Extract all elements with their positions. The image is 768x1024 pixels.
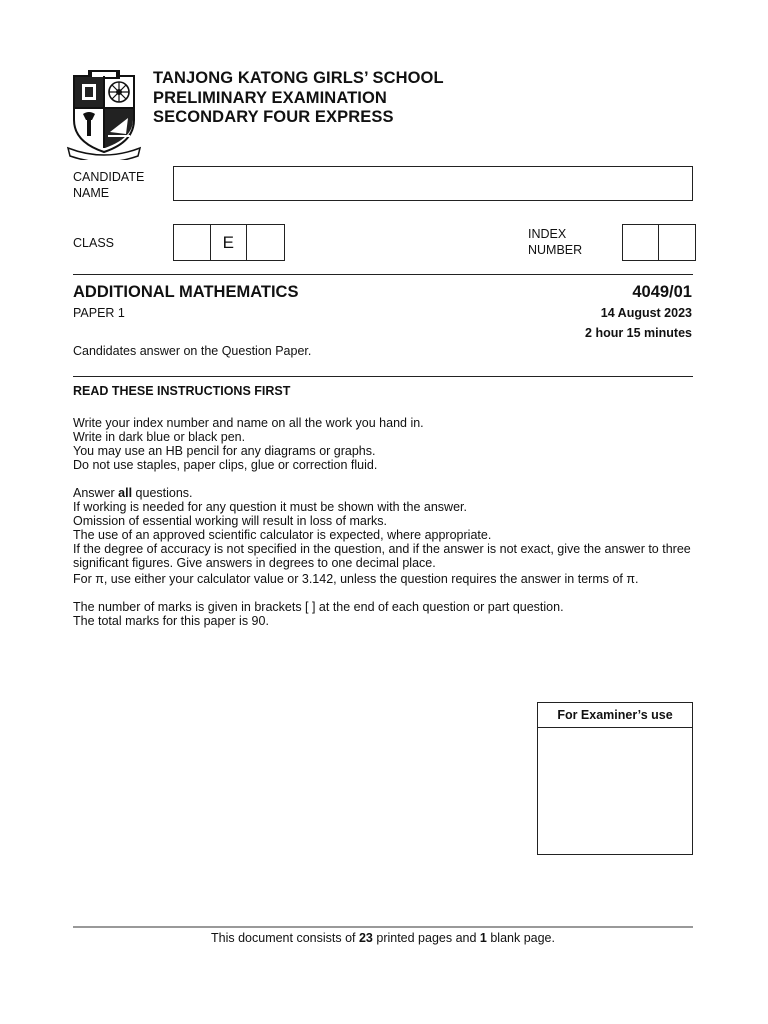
candidate-name-field[interactable] bbox=[173, 166, 693, 201]
class-cell-1[interactable] bbox=[174, 225, 211, 260]
candidate-name-label bbox=[73, 169, 144, 201]
school-crest bbox=[66, 68, 142, 160]
answer-note: Candidates answer on the Question Paper. bbox=[73, 344, 312, 358]
answer-suffix: questions. bbox=[132, 486, 193, 500]
exam-title: PRELIMINARY EXAMINATION bbox=[153, 88, 387, 107]
index-number-label bbox=[528, 226, 582, 258]
candidate-name-label-line2: NAME bbox=[73, 186, 110, 200]
divider-instructions bbox=[73, 376, 693, 377]
instruction-line: You may use an HB pencil for any diagrams or graphs. bbox=[73, 444, 376, 458]
footer-prefix: This document consists of bbox=[211, 931, 359, 945]
index-number-label-line2: NUMBER bbox=[528, 243, 583, 257]
class-field[interactable] bbox=[173, 224, 285, 261]
instruction-answer-all bbox=[73, 486, 695, 500]
class-label: CLASS bbox=[73, 236, 114, 250]
examiner-use-title: For Examiner’s use bbox=[538, 703, 692, 728]
instructions-heading: READ THESE INSTRUCTIONS FIRST bbox=[73, 384, 291, 398]
instruction-pi: For π, use either your calculator value or 3.142, unless the question requires the answer in terms of π. bbox=[73, 572, 639, 586]
footer-suffix: blank page. bbox=[486, 931, 555, 945]
candidate-name-label-line1: CANDIDATE bbox=[73, 170, 145, 184]
index-cell-2[interactable] bbox=[659, 225, 695, 260]
instruction-line: The total marks for this paper is 90. bbox=[73, 614, 269, 628]
instruction-line: Write your index number and name on all the work you hand in. bbox=[73, 416, 424, 430]
answer-prefix: Answer bbox=[73, 486, 119, 500]
instructions-answering bbox=[73, 486, 695, 586]
instruction-line: If working is needed for any question it must be shown with the answer. bbox=[73, 500, 467, 514]
answer-all-emphasis: all bbox=[118, 486, 133, 500]
index-number-field[interactable] bbox=[622, 224, 696, 261]
class-cell-2[interactable]: E bbox=[211, 225, 248, 260]
divider-top bbox=[73, 274, 693, 275]
paper-code: 4049/01 bbox=[632, 283, 692, 301]
examiner-use-box bbox=[537, 702, 693, 855]
instruction-line: Do not use staples, paper clips, glue or correction fluid. bbox=[73, 458, 378, 472]
class-cell-3[interactable] bbox=[247, 225, 284, 260]
exam-level: SECONDARY FOUR EXPRESS bbox=[153, 108, 394, 126]
footer-page-count: 23 bbox=[358, 931, 373, 945]
instructions-marks bbox=[73, 600, 695, 628]
exam-duration: 2 hour 15 minutes bbox=[585, 326, 692, 340]
exam-date: 14 August 2023 bbox=[600, 306, 692, 320]
footer-divider bbox=[73, 926, 693, 928]
school-header bbox=[153, 69, 444, 128]
index-number-label-line1: INDEX bbox=[528, 227, 567, 241]
instruction-accuracy: If the degree of accuracy is not specified in the question, and if the answer is not exact, give the answer to three significant figures. Give answers in degrees to one decimal place. bbox=[73, 542, 691, 570]
instruction-line: Omission of essential working will result in loss of marks. bbox=[73, 514, 387, 528]
instruction-line: Write in dark blue or black pen. bbox=[73, 430, 246, 444]
footer-middle: printed pages and bbox=[372, 931, 480, 945]
instructions-general bbox=[73, 416, 695, 472]
instruction-line: The use of an approved scientific calculator is expected, where appropriate. bbox=[73, 528, 492, 542]
page-count-footer bbox=[73, 931, 693, 945]
school-name: TANJONG KATONG GIRLS’ SCHOOL bbox=[153, 69, 444, 87]
instruction-line: The number of marks is given in brackets [ ] at the end of each question or part question. bbox=[73, 600, 564, 614]
subject-title: ADDITIONAL MATHEMATICS bbox=[73, 283, 299, 301]
footer-blank-count: 1 bbox=[479, 931, 487, 945]
paper-label: PAPER 1 bbox=[73, 306, 125, 320]
index-cell-1[interactable] bbox=[623, 225, 659, 260]
